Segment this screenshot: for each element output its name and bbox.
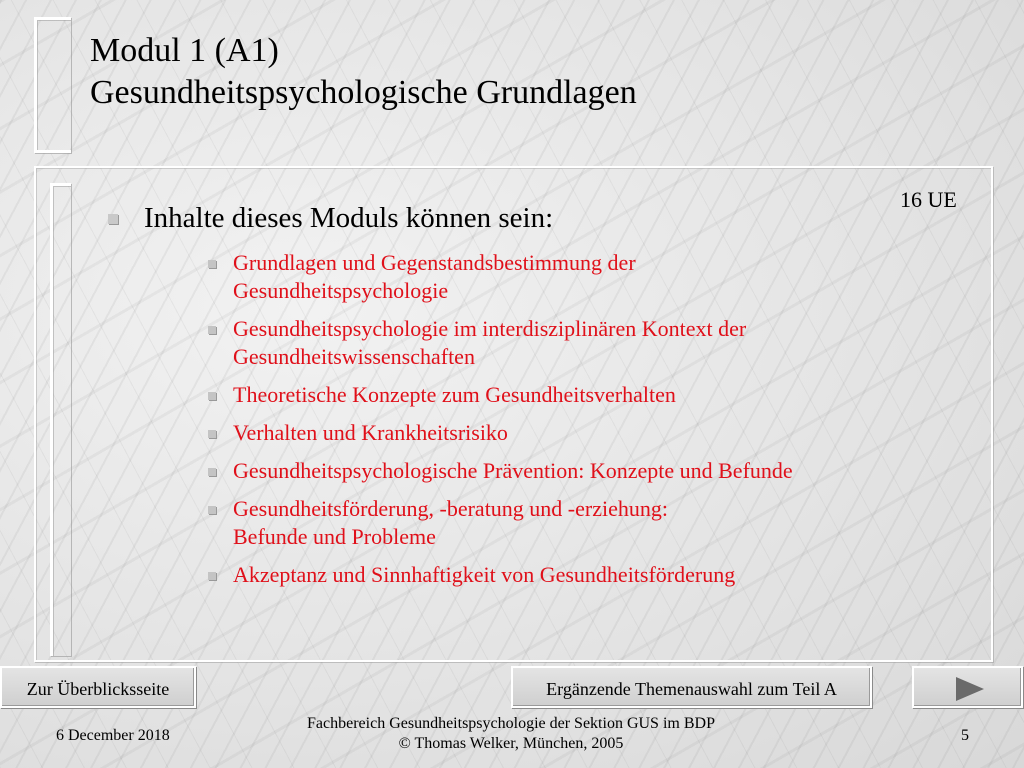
slide-title-line1: Modul 1 (A1) bbox=[90, 32, 279, 69]
list-item-text: Gesundheitswissenschaften bbox=[233, 344, 475, 369]
list-item bbox=[208, 419, 978, 447]
list-item bbox=[208, 561, 978, 589]
list-item-text: Gesundheitspsychologie im interdisziplinären Kontext der bbox=[233, 316, 747, 341]
list-item bbox=[208, 249, 978, 305]
list-item-text: Befunde und Probleme bbox=[233, 524, 436, 549]
footer-credits-line2: © Thomas Welker, München, 2005 bbox=[398, 735, 624, 752]
square-bullet-icon bbox=[208, 260, 216, 268]
list-item bbox=[208, 495, 978, 551]
square-bullet-icon bbox=[208, 326, 216, 334]
square-bullet-icon bbox=[208, 468, 216, 476]
square-bullet-icon bbox=[208, 430, 216, 438]
content-list bbox=[208, 249, 978, 599]
supplementary-topics-button[interactable]: Ergänzende Themenauswahl zum Teil A bbox=[511, 666, 872, 708]
footer-credits-line1: Fachbereich Gesundheitspsychologie der Sektion GUS im BDP bbox=[307, 715, 715, 732]
content-decoration-bracket bbox=[50, 183, 71, 656]
footer-credits bbox=[276, 714, 746, 754]
list-item-text: Theoretische Konzepte zum Gesundheitsverhalten bbox=[233, 382, 676, 407]
slide-title-line2: Gesundheitspsychologische Grundlagen bbox=[90, 74, 637, 111]
main-bullet-text: Inhalte dieses Moduls können sein: bbox=[144, 202, 554, 234]
next-slide-button[interactable] bbox=[912, 666, 1023, 708]
list-item-text: Gesundheitspsychologische Prävention: Konzepte und Befunde bbox=[233, 458, 793, 483]
list-item-text: Grundlagen und Gegenstandsbestimmung der bbox=[233, 250, 636, 275]
square-bullet-icon bbox=[208, 506, 216, 514]
page-number: 5 bbox=[961, 727, 969, 744]
title-decoration-bracket bbox=[34, 17, 71, 153]
square-bullet-icon bbox=[208, 572, 216, 580]
list-item-text: Gesundheitsförderung, -beratung und -erziehung: bbox=[233, 496, 668, 521]
square-bullet-icon bbox=[108, 214, 118, 224]
overview-page-button[interactable]: Zur Überblicksseite bbox=[0, 666, 196, 708]
square-bullet-icon bbox=[208, 392, 216, 400]
slide-title bbox=[90, 30, 637, 114]
list-item-text: Akzeptanz und Sinnhaftigkeit von Gesundheitsförderung bbox=[233, 562, 736, 587]
list-item bbox=[208, 315, 978, 371]
units-label: 16 UE bbox=[900, 187, 957, 212]
list-item bbox=[208, 457, 978, 485]
play-arrow-icon bbox=[956, 677, 984, 701]
list-item-text: Verhalten und Krankheitsrisiko bbox=[233, 420, 508, 445]
list-item-text: Gesundheitspsychologie bbox=[233, 278, 449, 303]
footer-date: 6 December 2018 bbox=[56, 727, 170, 744]
list-item bbox=[208, 381, 978, 409]
